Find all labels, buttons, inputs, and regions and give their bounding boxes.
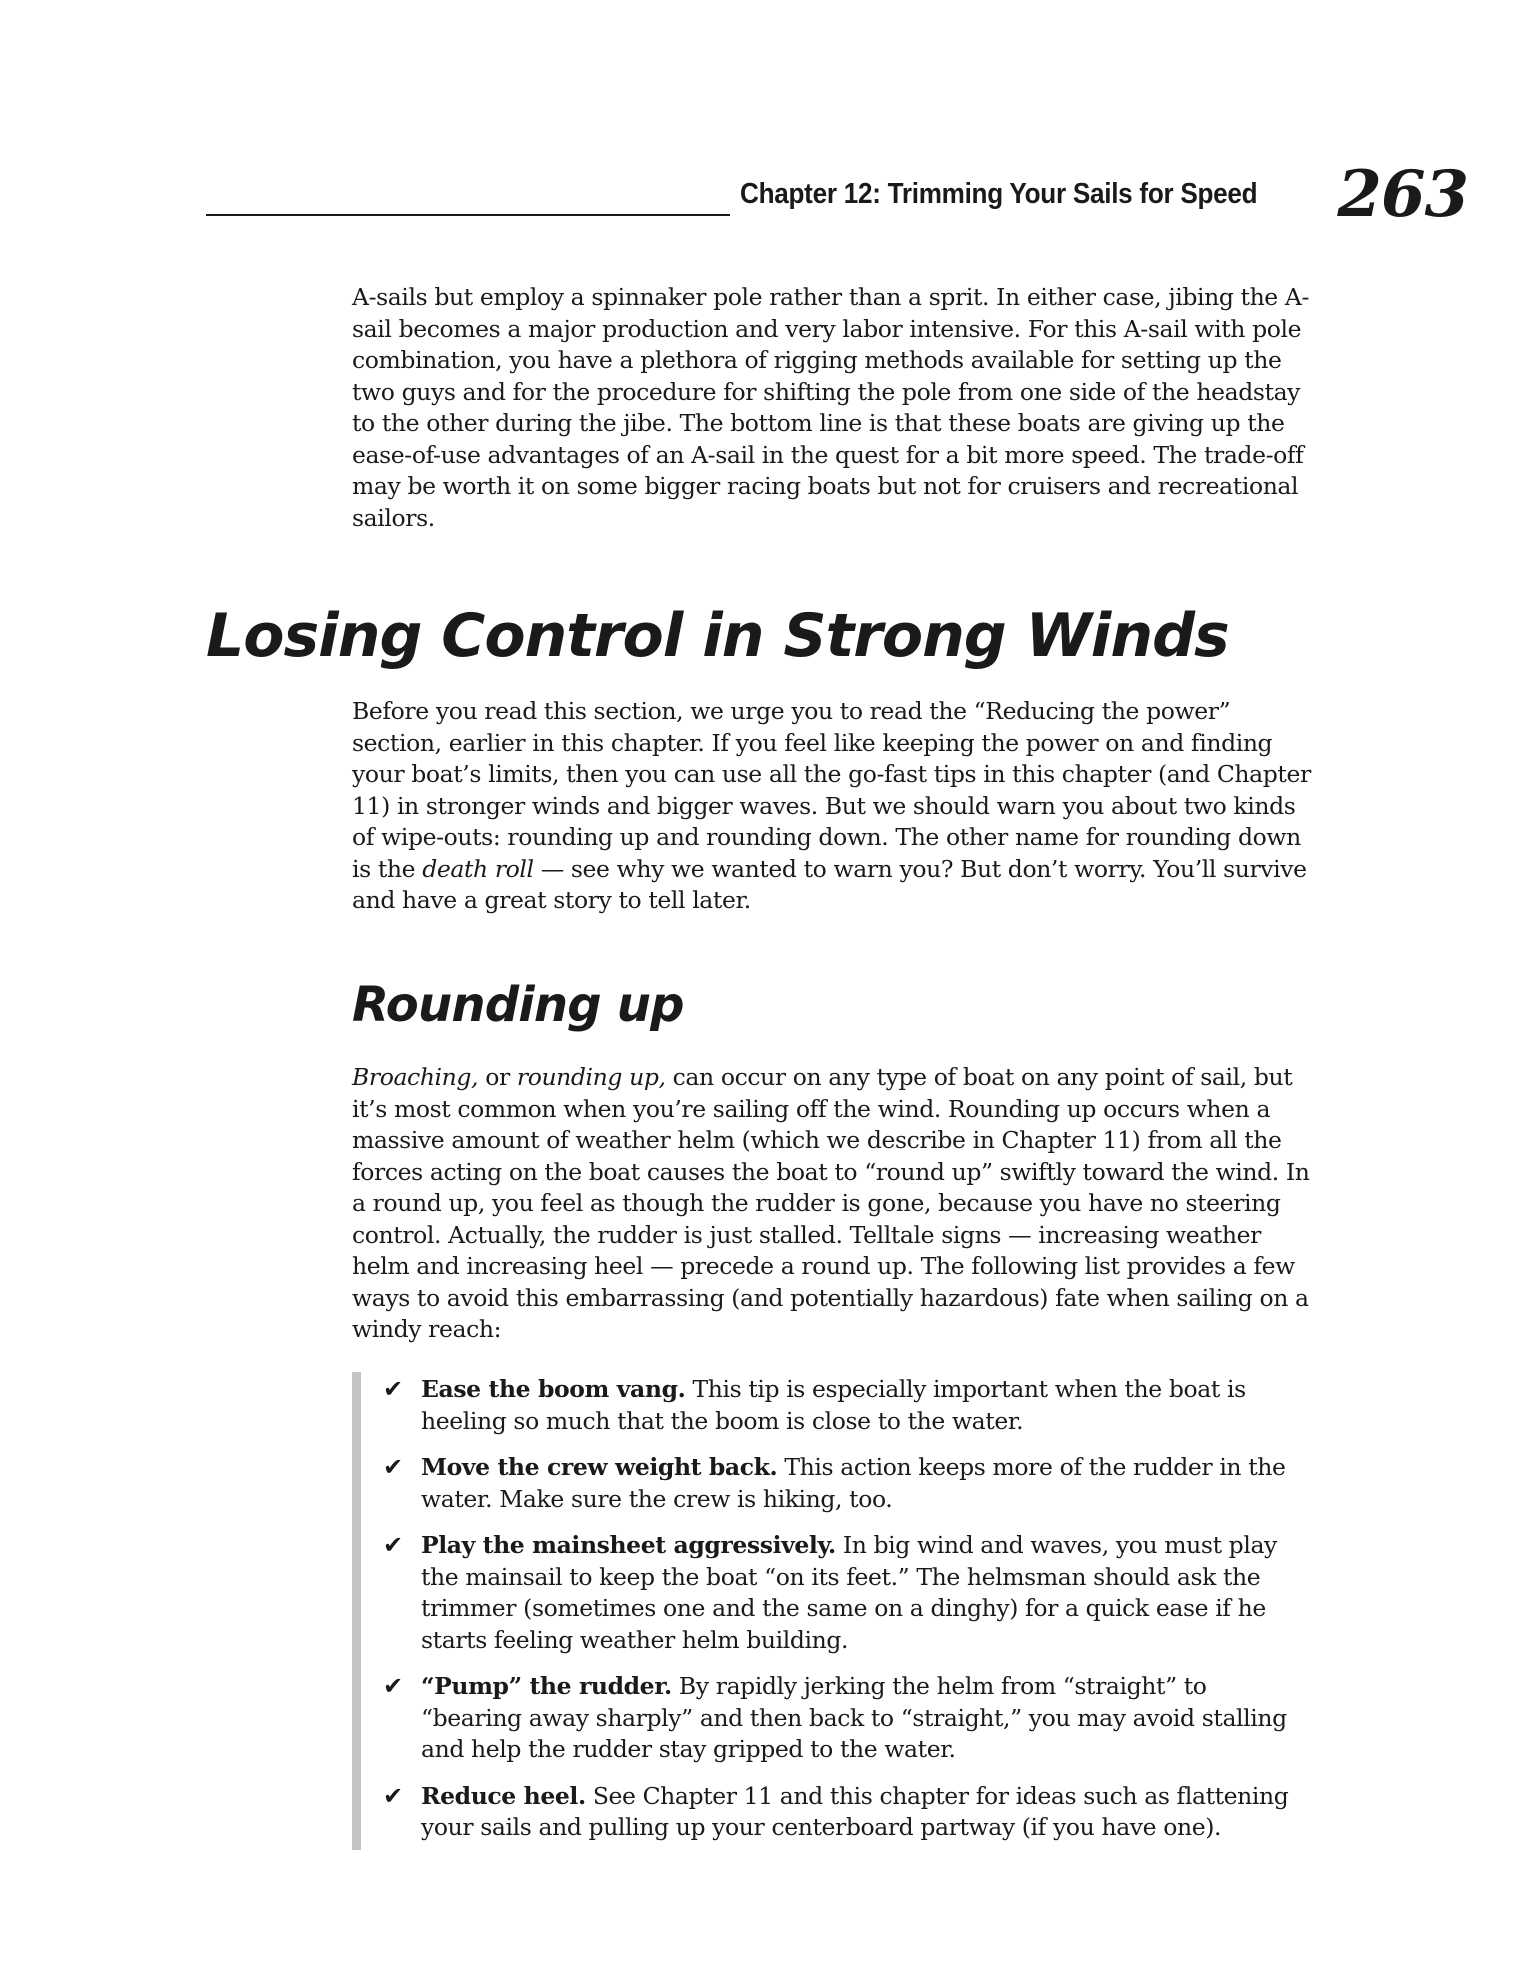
tip-title: Move the crew weight back. [421,1453,778,1481]
term-rounding-up: rounding up, [516,1063,666,1091]
running-header [206,157,1468,232]
list-item [383,1671,1312,1766]
list-item [383,1781,1312,1844]
tip-text: In big wind and waves, you must play the mainsail to keep the boat “on its feet.” The helmsman should ask the trimmer (sometimes one and the same on a dinghy) for a quick ease if he starts feeling weather helm building. [421,1531,1277,1654]
list-item [383,1452,1312,1515]
rounding-up-paragraph [352,1062,1312,1346]
intro-paragraph: A-sails but employ a spinnaker pole rather than a sprit. In either case, jibing the A-sail becomes a major production and very labor intensive. For this A-sail with pole combination, you have a plethora of rigging methods available for setting up the two guys and for the procedure for shifting the pole from one side of the headstay to the other during the jibe. The bottom line is that these boats are giving up the ease-of-use advantages of an A-sail in the quest for a bit more speed. The trade-off may be worth it on some bigger racing boats but not for cruisers and recreational sailors. [352,283,1309,532]
checkmark-icon: ✔ [383,1672,403,1700]
list-item [383,1530,1312,1656]
subsection-heading: Rounding up [352,977,684,1033]
para-text: can occur on any type of boat on any point of sail, but it’s most common when you’re sailing off the wind. Rounding up occurs when a massive amount of weather helm (which we describe in Chapter 11) from all the forces acting on the boat causes the boat to “round up” swiftly toward the wind. In a round up, you feel as though the rudder is gone, because you have no steering control. Actually, the rudder is just stalled. Telltale signs — increasing weather helm and increasing heel — precede a round up. The following list provides a few ways to avoid this embarrassing (and potentially hazardous) fate when sailing on a windy reach: [352,1063,1310,1343]
para-text: — see why we wanted to warn you? But don’t worry. You’ll survive and have a great story to tell later. [352,854,1307,914]
checkmark-icon: ✔ [383,1781,403,1810]
tip-title: Reduce heel. [421,1781,586,1810]
section-heading: Losing Control in Strong Winds [206,601,1229,671]
tip-text: By rapidly jerking the helm from “straight” to “bearing away sharply” and then back to “straight,” you may avoid stalling and help the rudder stay gripped to the water. [421,1672,1287,1763]
list-item [383,1374,1312,1437]
checkmark-icon: ✔ [383,1531,403,1559]
chapter-title: Chapter 12: Trimming Your Sails for Speed [740,178,1258,210]
tip-title: Play the mainsheet aggressively. [421,1531,836,1559]
header-rule [206,214,730,216]
checkmark-icon: ✔ [383,1375,403,1403]
para-text: Before you read this section, we urge you to read the “Reducing the power” section, earlier in this chapter. If you feel like keeping the power on and finding your boat’s limits, then you can use all the go-fast tips in this chapter (and Chapter 11) in stronger winds and bigger waves. But we should warn you about two kinds of wipe-outs: rounding up and rounding down. The other name for rounding down is the [352,697,1311,883]
section-intro-paragraph [352,696,1312,917]
tips-list [352,1372,1312,1850]
para-text: or [478,1063,517,1091]
tip-title: “Pump” the rudder. [421,1672,672,1700]
emphasis-death-roll: death roll [422,854,534,883]
tip-title: Ease the boom vang. [421,1375,686,1403]
checkmark-icon: ✔ [383,1453,403,1481]
term-broaching: Broaching, [352,1063,479,1091]
tip-text: This tip is especially important when the boat is heeling so much that the boom is close to the water. [421,1375,1246,1435]
tip-text: See Chapter 11 and this chapter for ideas such as flattening your sails and pulling up your centerboard partway (if you have one). [421,1781,1289,1841]
page-number: 263 [1337,157,1468,232]
tip-text: This action keeps more of the rudder in the water. Make sure the crew is hiking, too. [421,1453,1286,1513]
